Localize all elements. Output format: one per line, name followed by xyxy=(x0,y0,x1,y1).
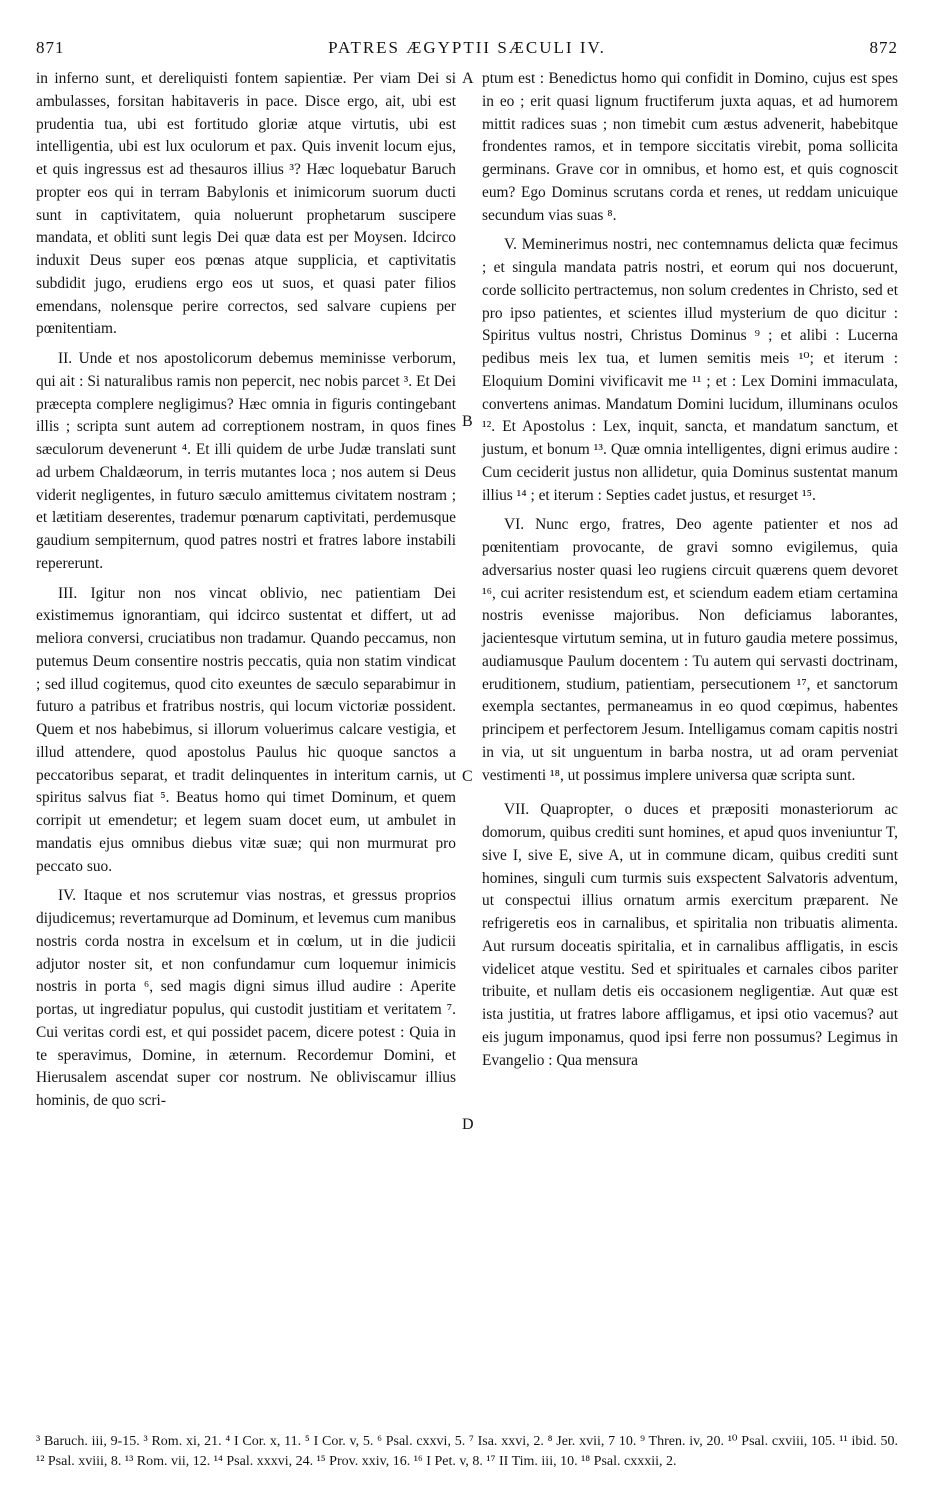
paragraph-left-3: III. Igitur non nos vincat oblivio, nec patientiam Dei existimemus ignorantiam, qui idcirco sustentat et differt, ut ad meliora conversi, cruciatibus non tradamur. Quando peccamus, non putemus Deum consentire nostris peccatis, quia non statim vindicat ; sed illud cogitemus, quod cito exeuntes de sæculo separabimur in futuro a patribus et fratribus nostris, qui locum victoriæ possident. Quem et nos habebimus, si illorum voluerimus calcare vestigia, et illud attendere, quod apostolus Paulus hic quoque sanctos a peccatoribus separat, et tradit delinquentes in interitum carnis, ut spiritus salvus fiat ⁵. Beatus homo qui timet Dominum, et quem corripit ut emendetur; et legem suam docet eum, ut ambulet in mandatis ejus omnibus diebus vitæ suæ; qui non murmurat pro peccato suo. xyxy=(36,584,456,875)
left-column xyxy=(36,68,456,1113)
page-header xyxy=(36,38,898,62)
paragraph-right-2: V. Meminerimus nostri, nec contemnamus delicta quæ fecimus ; et singula mandata patris nostri, et eorum qui nos docuerunt, corde sollicito pertractemus, non solum credentes in Christo, sed et pro ipso patientes, et scientes illud mysterium de quo dicitur : Spiritus vultus nostri, Christus Dominus ⁹ ; et alibi : Lucerna pedibus meis lex tua, et lumen semitis meis ¹⁰; et iterum : Eloquium Domini vivificavit me ¹¹ ; et : Lex Domini immaculata, convertens animas. Mandatum Domini lucidum, illuminans oculos ¹². Et Apostolus : Lex, inquit, sancta, et mandatum sanctum, et justum, et bonum ¹³. Quæ omnia intelligentes, digni erimus audire : Cum ceciderit justus non allidetur, quia Dominus sustentat manum illius ¹⁴ ; et iterum : Septies cadet justus, et resurget ¹⁵. xyxy=(482,236,898,504)
margin-letter-a: A xyxy=(462,70,474,87)
running-title: PATRES ÆGYPTII SÆCULI IV. xyxy=(328,38,606,57)
paragraph-right-3: VI. Nunc ergo, fratres, Deo agente patienter et nos ad pœnitentiam provocante, de gravi somno evigilemus, quia adversarius noster quasi leo rugiens circuit quærens quem devoret ¹⁶, cui acriter resistendum est, et sciendum eadem etiam certamina nostris evenisse majoribus. Non deficiamus laborantes, jacientesque virtutum semina, ut in futuro gaudia metere possimus, audiamusque Paulum docentem : Tu autem qui servasti doctrinam, eruditionem, studium, patientiam, persecutionem ¹⁷, et sanctorum exempla sectantes, permaneamus in eo quod cœpimus, habentes principem et perfectorem Jesum. Intelligamus comam capitis nostri in via, ut sit unguentum in barba nostra, ut ad oram perveniat vestimenti ¹⁸, ut possimus implere universa quæ scripta sunt. xyxy=(482,516,898,784)
left-page-number: 871 xyxy=(36,38,65,57)
footnotes: ³ Baruch. iii, 9-15. ³ Rom. xi, 21. ⁴ I Cor. x, 11. ⁵ I Cor. v, 5. ⁶ Psal. cxxvi, 5. ⁷ Isa. xxvi, 2. ⁸ Jer. xvii, 7 10. ⁹ Thren. iv, 20. ¹⁰ Psal. cxviii, 105. ¹¹ ibid. 50. ¹² Psal. xviii, 8. ¹³ Rom. vii, 12. ¹⁴ Psal. xxxvi, 24. ¹⁵ Prov. xxiv, 16. ¹⁶ I Pet. v, 8. ¹⁷ II Tim. iii, 10. ¹⁸ Psal. cxxxii, 2. xyxy=(36,1434,898,1469)
paragraph-right-4: VII. Quapropter, o duces et præpositi monasteriorum ac domorum, quibus crediti sunt homines, et apud quos inveniuntur T, sive I, sive E, sive A, ut in commune dicam, quibus crediti sunt homines, singuli cum turmis suis exspectent Salvatoris adventum, ut conspectui illius ornatum armis exercitum præparent. Ne refrigeretis eos in carnalibus, et spiritalia non tribuatis alimenta. Aut rursum doceatis spiritalia, et in carnalibus affligatis, in escis videlicet atque vestitu. Sed et spirituales et carnales cibos pariter tribuite, et nullam detis eis occasionem negligentiæ. Aut quæ est ista justitia, ut fratres labore affligamus, et ipsi otio vacemus? aut eis jugum imponamus, quod ipsi ferre non possumus? Legimus in Evangelio : Qua mensura xyxy=(482,801,898,1069)
paragraph-left-2: II. Unde et nos apostolicorum debemus meminisse verborum, qui ait : Si naturalibus ramis non pepercit, nec nobis parcet ³. Et Dei præcepta complere negligimus? Hæc omnia in figuris contingebant illis ; scripta sunt autem ad correptionem nostram, in quos fines sæculorum devenerunt ⁴. Et illi quidem de urbe Judæ translati sunt ad urbem Chaldæorum, in terris mutantes loca ; nos autem si Deus viderit negligentes, in futuro sæculo amittemus civitatem nostram ; et lætitiam deserentes, trademur pœnarum captivitati, perdemusque gaudium sempiternum, quod patres nostri et fratres labore instabili repererunt. xyxy=(36,350,456,572)
paragraph-right-1: ptum est : Benedictus homo qui confidit in Domino, cujus est spes in eo ; erit quasi lignum fructiferum juxta aquas, et ad humorem mittit radices suas ; non timebit cum æstus advenerit, habebitque frondentes ramos, et in tempore siccitatis virebit, poma sollicita germinans. Grave cor in omnibus, et homo est, et quis cognoscit eum? Ego Dominus scrutans corda et renes, ut reddam unicuique secundum vias suas ⁸. xyxy=(482,70,898,224)
margin-letter-d: D xyxy=(462,1116,474,1133)
margin-letter-c: C xyxy=(462,768,473,785)
margin-letter-b: B xyxy=(462,413,473,430)
paragraph-left-4: IV. Itaque et nos scrutemur vias nostras, et gressus proprios dijudicemus; revertamurque ad Dominum, et levemus cum manibus nostris corda nostra in excelsum et in cœlum, ut in die judicii adjutor noster sit, et non confundamur cum loquemur inimicis nostris in porta ⁶, sed magis digni simus illud audire : Aperite portas, ut ingrediatur populus, qui custodit justitiam et veritatem ⁷. Cui veritas cordi est, et qui possidet pacem, dicere potest : Quia in te speravimus, Domine, in æternum. Recordemur Domini, et Hierusalem ascendat super cor nostrum. Ne obliviscamur illius hominis, de quo scri- xyxy=(36,887,456,1109)
right-column xyxy=(482,68,898,1072)
right-page-number: 872 xyxy=(869,38,898,57)
paragraph-left-1: in inferno sunt, et dereliquisti fontem sapientiæ. Per viam Dei si ambulasses, forsitan habitaveris in pace. Disce ergo, ait, ubi est prudentia tua, ubi est fortitudo gloriæ atque virtutis, ubi est intelligentia, ubi est lux oculorum et pax. Quis invenit locum ejus, et quis ingressus est ad thesauros illius ³? Hæc loquebatur Baruch propter eos qui in terram Babylonis et inimicorum suorum ducti sunt in captivitatem, quia noluerunt prophetarum suscipere mandata, et obliti sunt legis Dei quæ data est per Moysen. Idcirco induxit Deus super eos pœnas atque supplicia, et captivitatis subdidit jugo, erudiens ergo eos ut suos, et quasi pater filios emendans, nolensque perire correctos, sed salvare cupiens per pœnitentiam. xyxy=(36,70,456,338)
